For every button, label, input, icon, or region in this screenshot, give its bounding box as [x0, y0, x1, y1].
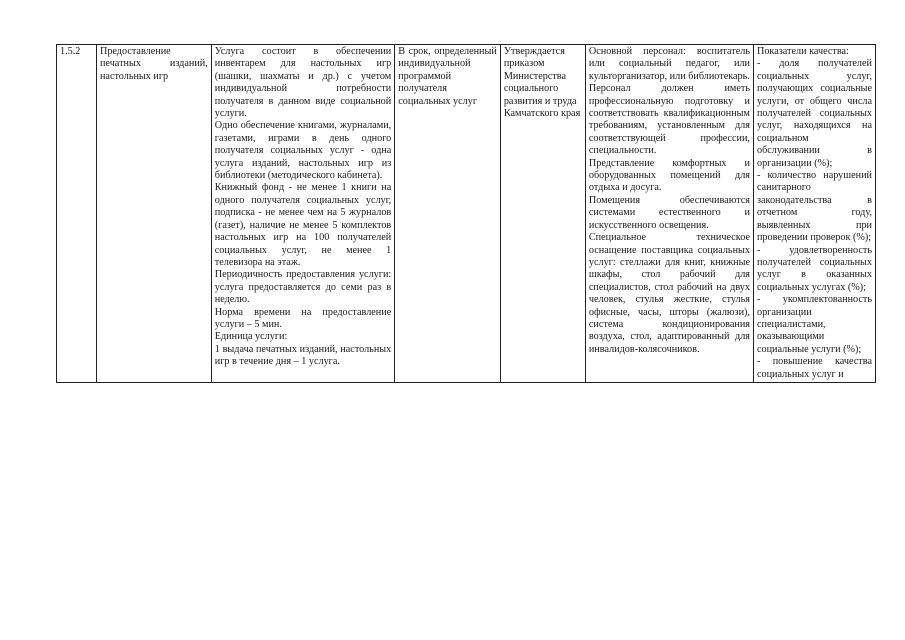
tariff-text: Утверждается приказом Министерства социального развития и труда Камчатского края [503, 46, 581, 120]
content-paragraph: Периодичность предоставления услуги: услуга предоставляется до семи раз в неделю. [214, 269, 392, 306]
row-number: 1.5.2 [60, 46, 81, 57]
service-term: В срок, определенный индивидуальной программой получателя социальных услуг [398, 46, 497, 107]
quality-paragraph: - удовлетворенность получателей социальных услуг в оказанных социальных услугах (%); [756, 244, 872, 293]
service-name-cell [96, 45, 211, 383]
service-name: Предоставление печатных изданий, настольных игр [99, 46, 208, 82]
table-row [57, 45, 876, 383]
content-paragraph: Одно обеспечение книгами, журналами, газетами, играми в день одного получателя социальных услуг - одна услуга изданий, настольных игр из библиотеки (методического кабинета). [214, 120, 392, 182]
quality-paragraph: Показатели качества: [756, 46, 849, 57]
content-paragraph: Норма времени на предоставление услуги – 5 мин. [214, 306, 392, 330]
content-paragraph: 1 выдача печатных изданий, настольных игр в течение дня – 1 услуга. [214, 343, 392, 368]
quality-paragraph: - количество нарушений санитарного законодательства в отчетном году, выявленных при проведении проверок (%); [756, 170, 872, 244]
services-table [56, 44, 876, 383]
service-content-cell [211, 45, 394, 383]
quality-paragraph: - доля получателей социальных услуг, получающих социальные услуги, от общего числа получателей социальных услуг, находящихся на социальном обслуживании в организации (%); [756, 58, 872, 169]
conditions-paragraph: Специальное техническое оснащение поставщика социальных услуг: стеллажи для книг, книжные шкафы, стол рабочий для специалистов, стол рабочий на двух человек, стулья жесткие, стулья офисные, часы, шторы (жалюзи), система кондиционирования воздуха, стол, адаптированный для инвалидов-колясочников. [588, 232, 750, 355]
quality-paragraph: - укомплектованность организации специалистами, оказывающими социальные услуги (%); [756, 294, 872, 355]
service-term-cell [395, 45, 501, 383]
row-number-cell [57, 45, 97, 383]
content-paragraph: Единица услуги: [214, 331, 288, 343]
tariff-cell [500, 45, 585, 383]
content-paragraph: Услуга состоит в обеспечении инвентарем для настольных игр (шашки, шахматы и др.) с учетом индивидуальной потребности получателя в данном виде социальной услуги. [214, 46, 392, 120]
content-paragraph: Книжный фонд - не менее 1 книги на одного получателя социальных услуг, подписка - не менее чем на 5 журналов (газет), наличие не менее 5 комплектов настольных игр на 100 получателей социальных услуг, не менее 1 телевизора на этаж. [214, 182, 392, 268]
conditions-paragraph: Персонал должен иметь профессиональную подготовку и соответствовать квалификационным требованиям, установленным для соответствующей профессии, специальности. [588, 83, 750, 157]
quality-indicators-cell [753, 45, 875, 383]
quality-paragraph: - повышение качества социальных услуг и [756, 356, 872, 380]
conditions-paragraph: Представление комфортных и оборудованных помещений для отдыха и досуга. [588, 157, 750, 194]
conditions-paragraph: Помещения обеспечиваются системами естественного и искусственного освещения. [588, 194, 750, 231]
conditions-paragraph: Основной персонал: воспитатель или социальный педагог, или культорганизатор, или библиотекарь. [588, 46, 750, 82]
conditions-cell [585, 45, 753, 383]
